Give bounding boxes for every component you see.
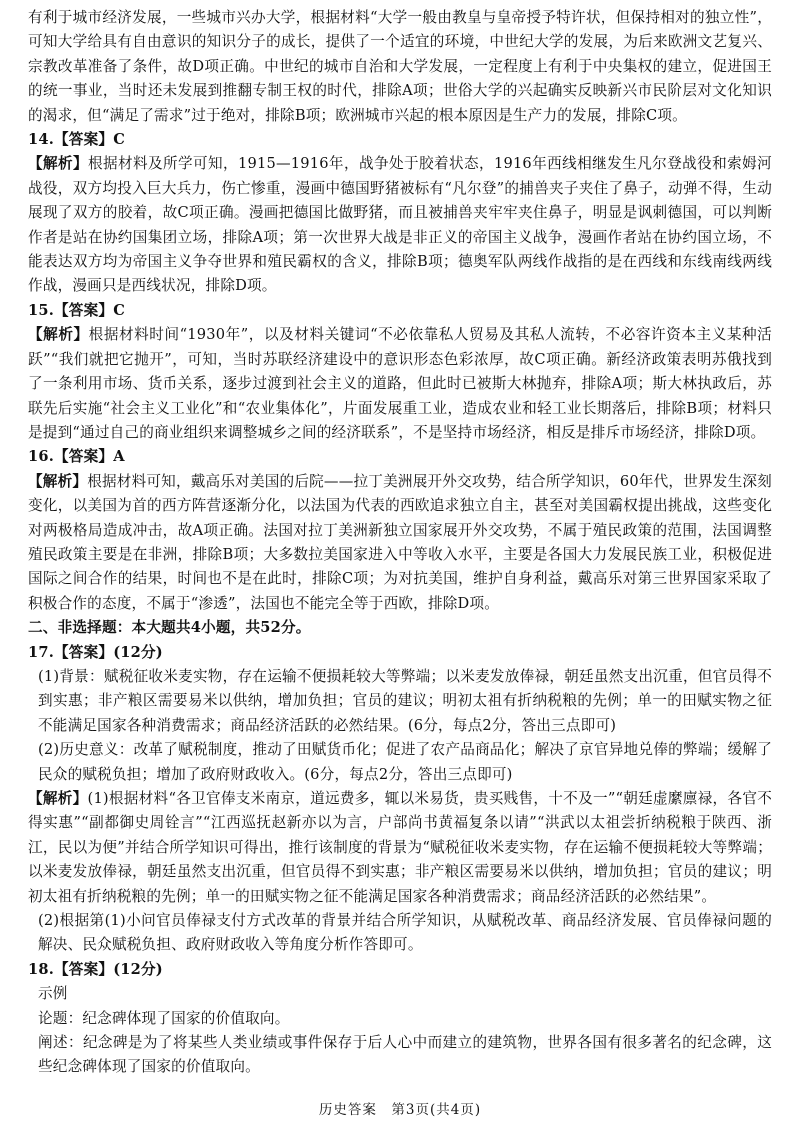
q18-thesis: 论题：纪念碑体现了国家的价值取向。 [38,1009,290,1027]
q14-analysis [28,152,772,298]
analysis-text: 根据材料可知，戴高乐对美国的后院——拉丁美洲展开外交攻势，结合所学知识，60年代，世界发生深刻变化，以美国为首的西方阵营逐渐分化，以法国为代表的西欧追求独立自主，甚至对美国霸权提出挑战，这些变化对两极格局造成冲击，故A项正确。法国对拉丁美洲新独立国家展开外交攻势，不属于殖民政策的范围，法国调整殖民政策主要是在非洲，排除B项；大多数拉美国家进入中等收入水平，主要是各国大力发展民族工业，积极促进国际之间合作的结果，时间也不是在此时，排除C项；为对抗美国，维护自身利益，戴高乐对第三世界国家采取了积极合作的态度，不属于“渗透”，法国也不能完全等于西欧，排除D项。 [28,472,772,612]
q17-answer-line [28,641,772,665]
analysis-tag: 【解析】 [28,326,89,344]
answer-letter: C [113,301,126,319]
q17-analysis-1 [28,787,772,909]
question-number: 14. [28,131,54,149]
question-14 [28,128,772,299]
q15-analysis [28,323,772,445]
q18-elaboration: 阐述：纪念碑是为了将某些人类业绩或事件保存于后人心中而建立的建筑物，世界各国有很多著名的纪念碑，这些纪念碑体现了国家的价值取向。 [38,1034,772,1076]
question-16 [28,445,772,616]
question-18 [28,958,772,1080]
q17-part2: (2)历史意义：改革了赋税制度，推动了田赋货币化；促进了农产品商品化；解决了京官异地兑俸的弊端；缓解了民众的赋税负担；增加了政府财政收入。(6分，每点2分，答出三点即可) [38,741,772,783]
page-footer: 历史答案 第3页(共4页) [318,1102,482,1118]
analysis-text: 根据材料时间“1930年”，以及材料关键词“不必依靠私人贸易及其私人流转，不必容许资本主义某种活跃”“我们就把它抛开”，可知，当时苏联经济建设中的意识形态色彩浓厚，故C项正确。新经济政策表明苏俄找到了一条利用市场、货币关系，逐步过渡到社会主义的道路，但此时已被斯大林抛弃，排除A项；斯大林执政后，苏联先后实施“社会主义工业化”和“农业集体化”，片面发展重工业，造成农业和轻工业长期落后，排除B项；材料只是提到“通过自己的商业组织来调整城乡之间的经济联系”，不是坚持市场经济，相反是排斥市场经济，排除D项。 [28,326,772,441]
q14-answer-line [28,128,772,152]
q15-answer-line [28,299,772,323]
q18-example-label: 示例 [38,985,68,1003]
question-17 [28,641,772,958]
q17-part1: (1)背景：赋税征收米麦实物，存在运输不便损耗较大等弊端；以米麦发放俸禄，朝廷虽然支出沉重，但官员得不到实惠；非产粮区需要易米以供纳，增加负担；官员的建议；明初太祖有折纳税粮的先例；单一的田赋实物之征不能满足国家各种消费需求；商品经济活跃的必然结果。(6分，每点2分，答出三点即可) [38,667,772,734]
analysis-text: 根据材料及所学可知，1915—1916年，战争处于胶着状态，1916年西线相继发生凡尔登战役和索姆河战役，双方均投入巨大兵力，伤亡惨重，漫画中德国野猪被标有“凡尔登”的捕兽夹子夹住了鼻子，动弹不得，生动展现了双方的胶着，故C项正确。漫画把德国比做野猪，而且被捕兽夹牢牢夹住鼻子，明显是讽刺德国，可以判断作者是站在协约国集团立场，排除A项；第一次世界大战是非正义的帝国主义战争，漫画作者站在协约国立场，不能表达双方均为帝国主义争夺世界和殖民霸权的含义，排除B项；德奥军队两线作战指的是在西线和东线南线两线作战，漫画只是西线状况，排除D项。 [28,155,772,295]
answer-tag: 【答案】 [54,448,114,466]
q17-analysis-2: (2)根据第(1)小问官员俸禄支付方式改革的背景并结合所学知识，从赋税改革、商品经济发展、官员俸禄问题的解决、民众赋税负担、政府财政收入等角度分析作答即可。 [38,912,772,954]
answer-tag: 【答案】 [54,131,114,149]
q16-answer-line [28,445,772,469]
analysis-tag: 【解析】 [28,472,88,490]
q18-answer-line [28,958,772,982]
score-label: (12分) [113,960,163,978]
section-heading: 二、非选择题：本大题共4小题，共52分。 [28,619,311,637]
analysis-text: (1)根据材料“各卫官俸支米南京，道远费多，辄以米易货，贵买贱售，十不及一”“朝廷虚縻廪禄，各官不得实惠”“副都御史周铨言”“江西巡抚赵新亦以为言，户部尚书黄福复条以请”“洪武以太祖尝折纳税粮于陕西、浙江，民以为便”并结合所学知识可得出，推行该制度的背景为“赋税征收米麦实物，存在运输不便损耗较大等弊端；以米麦发放俸禄，朝廷虽然支出沉重，但官员得不到实惠；非产粮区需要易米以供纳，增加负担；官员的建议；明初太祖有折纳税粮的先例；单一的田赋实物之征不能满足国家各种消费需求；商品经济活跃的必然结果”。 [28,790,772,905]
answer-letter: C [113,131,126,149]
answer-tag: 【答案】 [54,301,114,319]
score-label: (12分) [113,643,163,661]
analysis-tag: 【解析】 [28,155,89,173]
q13-analysis-continued: 有利于城市经济发展，一些城市兴办大学，根据材料“大学一般由教皇与皇帝授予特许状，但保持相对的独立性”，可知大学给具有自由意识的知识分子的成长，提供了一个适宜的环境，中世纪大学的发展，为后来欧洲文艺复兴、宗教改革准备了条件，故D项正确。中世纪的城市自治和大学发展，一定程度上有利于中央集权的建立，促进国王的统一事业，当时还未发展到推翻专制王权的时代，排除A项；世俗大学的兴起确实反映新兴市民阶层对文化知识的渴求，但“满足了需求”过于绝对，排除B项；欧洲城市兴起的根本原因是生产力的发展，排除C项。 [28,9,772,124]
question-number: 18. [28,960,54,978]
answer-tag: 【答案】 [54,960,114,978]
answer-tag: 【答案】 [54,643,114,661]
analysis-tag: 【解析】 [28,790,88,807]
question-number: 17. [28,643,54,661]
q16-analysis [28,470,772,616]
question-number: 15. [28,301,54,319]
question-number: 16. [28,448,54,466]
question-15 [28,299,772,445]
answer-letter: A [113,448,125,466]
